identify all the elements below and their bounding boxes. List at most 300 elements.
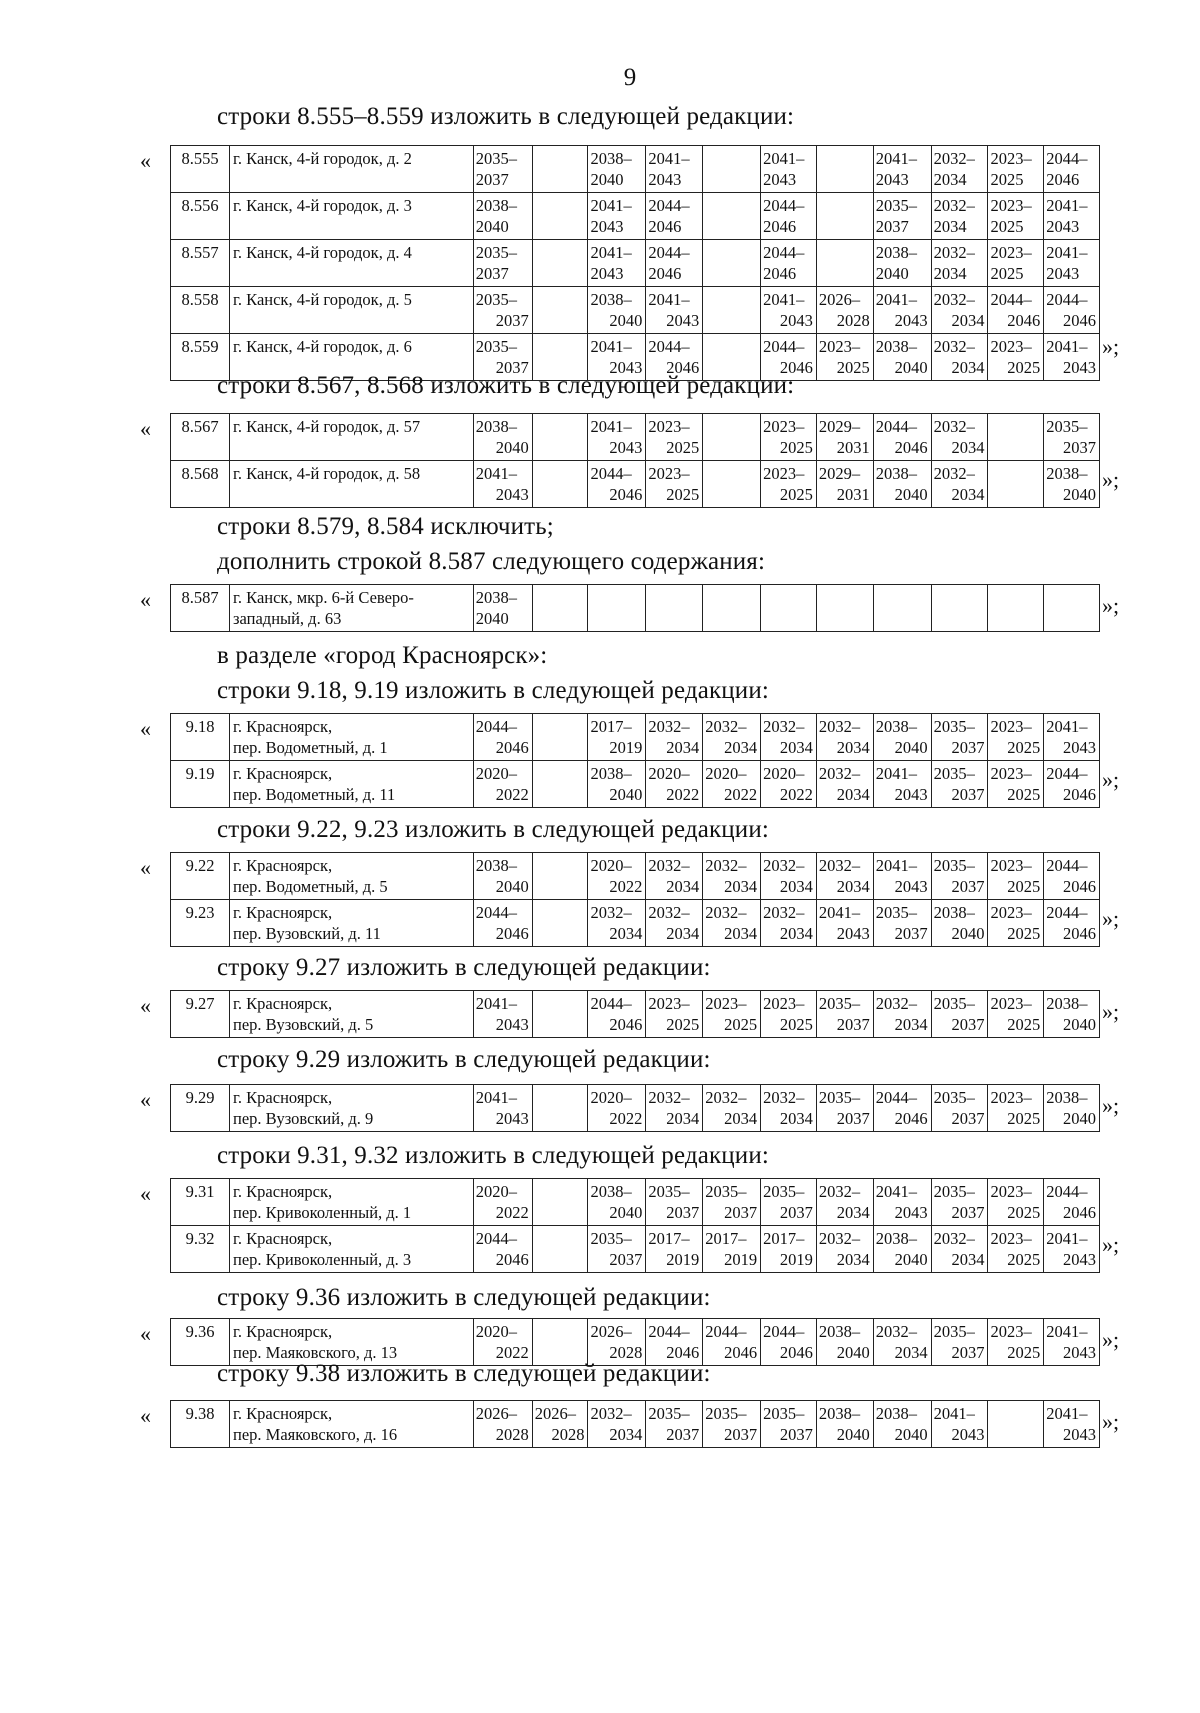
year-end: 2043 (1046, 264, 1080, 283)
year-range-cell (988, 334, 1044, 381)
year-end: 2037 (724, 1203, 758, 1222)
year-end: 2040 (836, 1425, 870, 1444)
year-start: 2035– (933, 1088, 975, 1107)
year-end: 2037 (951, 1203, 985, 1222)
amendment-table (170, 1318, 1100, 1366)
year-range-cell (588, 714, 646, 761)
year-range-cell (816, 287, 873, 334)
year-end: 2037 (951, 1015, 985, 1034)
year-end: 2037 (836, 1109, 870, 1128)
year-end: 2043 (1063, 1425, 1096, 1444)
amendment-table (170, 713, 1100, 808)
close-quote: »; (1102, 999, 1120, 1024)
year-end: 2025 (666, 1015, 700, 1034)
year-start: 2026– (534, 1404, 576, 1423)
year-range-cell (873, 1179, 931, 1226)
year-start: 2035– (648, 1404, 690, 1423)
year-end: 2040 (894, 358, 928, 377)
year-start: 2032– (705, 1088, 747, 1107)
year-end: 2022 (779, 785, 813, 804)
year-start: 2020– (705, 764, 747, 783)
year-start: 2041– (1046, 196, 1088, 215)
year-range-cell (931, 585, 988, 632)
year-end: 2019 (724, 1250, 758, 1269)
year-range-cell (931, 714, 988, 761)
year-range-cell (873, 1319, 931, 1366)
year-range-cell (931, 1226, 988, 1273)
year-end: 2040 (475, 217, 509, 236)
open-quote: « (140, 148, 151, 173)
address-cell (230, 146, 474, 193)
year-end: 2025 (779, 485, 813, 504)
year-start (535, 195, 587, 216)
row-number-text: 8.568 (181, 464, 219, 483)
year-range-cell (873, 414, 931, 461)
year-end: 2043 (1046, 217, 1080, 236)
year-range-cell (532, 146, 588, 193)
year-range-cell (473, 1179, 532, 1226)
address-cell (230, 714, 474, 761)
year-start: 2032– (648, 856, 690, 875)
year-start: 2038– (590, 764, 632, 783)
year-range-cell (873, 714, 931, 761)
year-end: 2043 (894, 311, 928, 330)
year-end: 2034 (951, 358, 985, 377)
year-start: 2038– (475, 417, 517, 436)
year-range-cell (703, 240, 761, 287)
year-end: 2046 (648, 264, 682, 283)
year-range-cell (1044, 991, 1100, 1038)
year-range-cell (588, 1085, 646, 1132)
year-end: 2034 (609, 924, 643, 943)
year-end (990, 437, 1042, 458)
year-start: 2044– (475, 903, 517, 922)
open-quote: « (140, 993, 151, 1018)
year-range-cell (761, 461, 817, 508)
year-range-cell (988, 1226, 1044, 1273)
year-end (535, 1014, 587, 1035)
year-range-cell (532, 193, 588, 240)
year-start (819, 587, 872, 608)
row-number-text: 8.557 (181, 243, 219, 262)
year-start (590, 587, 644, 608)
section-heading: строки 9.22, 9.23 изложить в следующей редакции: (217, 816, 769, 843)
year-range-cell (473, 853, 532, 900)
year-range-cell (1044, 714, 1100, 761)
year-end: 2043 (836, 924, 870, 943)
year-end: 2037 (779, 1203, 813, 1222)
year-range-cell (988, 1179, 1044, 1226)
year-end: 2037 (1063, 438, 1096, 457)
year-range-cell (873, 461, 931, 508)
year-end: 2043 (590, 217, 624, 236)
close-quote: »; (1102, 593, 1120, 618)
section-heading: строки 8.579, 8.584 исключить; (217, 513, 554, 540)
year-range-cell (761, 240, 817, 287)
year-start: 2035– (818, 994, 861, 1013)
year-start: 2035– (475, 149, 517, 168)
year-range-cell (931, 761, 988, 808)
table-row (171, 1226, 1100, 1273)
year-range-cell (473, 714, 532, 761)
year-end: 2043 (894, 1203, 928, 1222)
year-end: 2037 (836, 1015, 870, 1034)
year-range-cell (873, 1401, 931, 1448)
amendment-table (170, 1400, 1100, 1448)
year-range-cell (703, 1226, 761, 1273)
year-range-cell (761, 900, 817, 947)
address-line (233, 484, 471, 505)
year-end: 2034 (666, 1109, 700, 1128)
year-start: 2020– (648, 764, 690, 783)
address-line: г. Канск, 4-й городок, д. 5 (233, 290, 412, 309)
year-range-cell (761, 1319, 817, 1366)
year-range-cell (532, 1226, 588, 1273)
year-range-cell (588, 900, 646, 947)
year-range-cell (988, 461, 1044, 508)
year-end: 2040 (475, 609, 509, 628)
year-range-cell (473, 1401, 532, 1448)
year-start: 2044– (590, 464, 632, 483)
year-start (705, 463, 759, 484)
year-end: 2046 (763, 217, 797, 236)
year-end: 2046 (779, 358, 813, 377)
year-range-cell (473, 991, 532, 1038)
page-number: 9 (623, 64, 637, 91)
year-range-cell (473, 761, 532, 808)
year-start (990, 463, 1042, 484)
year-start: 2017– (648, 1229, 690, 1248)
year-range-cell (931, 193, 988, 240)
year-end: 2046 (763, 264, 797, 283)
year-start: 2038– (818, 1322, 861, 1341)
address-line: г. Канск, 4-й городок, д. 57 (233, 417, 421, 436)
year-end (535, 1249, 587, 1270)
amendment-table (170, 1084, 1100, 1132)
address-cell (230, 585, 474, 632)
year-end: 2025 (1007, 1343, 1041, 1362)
year-end: 2037 (951, 738, 985, 757)
year-range-cell (473, 414, 532, 461)
year-end: 2043 (951, 1425, 985, 1444)
year-end: 2025 (779, 1015, 813, 1034)
year-start: 2029– (818, 464, 861, 483)
year-range-cell (931, 1179, 988, 1226)
year-end: 2040 (836, 1343, 870, 1362)
year-start: 2041– (590, 337, 632, 356)
year-start: 2038– (875, 243, 917, 262)
year-end (819, 216, 872, 237)
year-range-cell (1044, 414, 1100, 461)
year-range-cell (532, 853, 588, 900)
year-range-cell (761, 193, 817, 240)
year-end: 2040 (609, 311, 643, 330)
year-start: 2032– (933, 149, 975, 168)
year-range-cell (646, 991, 703, 1038)
year-start: 2044– (648, 337, 690, 356)
year-start: 2023– (990, 1229, 1032, 1248)
year-start (535, 336, 587, 357)
year-end: 2037 (894, 924, 928, 943)
year-range-cell (646, 761, 703, 808)
section-heading: дополнить строкой 8.587 следующего содержания: (217, 548, 766, 575)
year-end: 2025 (990, 264, 1024, 283)
row-number (171, 193, 230, 240)
address-line (233, 216, 471, 237)
year-end: 2034 (609, 1425, 643, 1444)
year-range-cell (988, 714, 1044, 761)
address-cell (230, 461, 474, 508)
year-range-cell (703, 146, 761, 193)
year-start: 2032– (648, 903, 690, 922)
year-start: 2038– (875, 1229, 917, 1248)
address-line: г. Канск, 4-й городок, д. 4 (233, 243, 412, 262)
year-start: 2035– (933, 994, 975, 1013)
year-end (819, 169, 872, 190)
year-range-cell (931, 461, 988, 508)
row-number-text: 8.567 (181, 417, 219, 436)
year-range-cell (473, 461, 532, 508)
year-range-cell (816, 240, 873, 287)
address-line: пер. Водометный, д. 5 (233, 877, 388, 896)
year-start: 2038– (475, 856, 517, 875)
year-range-cell (532, 461, 588, 508)
address-cell (230, 1226, 474, 1273)
year-start: 2032– (763, 1088, 805, 1107)
row-number (171, 146, 230, 193)
year-end: 2034 (666, 924, 700, 943)
year-end: 2040 (894, 485, 928, 504)
year-end: 2043 (779, 311, 813, 330)
year-start: 2023– (648, 464, 690, 483)
year-start: 2041– (648, 290, 690, 309)
open-quote: « (140, 587, 151, 612)
year-start: 2023– (990, 764, 1032, 783)
table-row (171, 761, 1100, 808)
year-range-cell (703, 761, 761, 808)
year-range-cell (703, 991, 761, 1038)
section-heading: строку 9.27 изложить в следующей редакции: (217, 954, 711, 981)
table-row (171, 853, 1100, 900)
row-number (171, 1226, 230, 1273)
year-start: 2023– (990, 903, 1032, 922)
year-end: 2037 (495, 358, 529, 377)
year-end: 2025 (990, 170, 1024, 189)
year-start: 2035– (763, 1404, 805, 1423)
year-end: 2034 (894, 1343, 928, 1362)
year-range-cell (873, 991, 931, 1038)
close-quote: »; (1102, 1327, 1120, 1352)
year-start: 2044– (875, 417, 917, 436)
open-quote: « (140, 1321, 151, 1346)
year-end: 2022 (609, 1109, 643, 1128)
year-start: 2035– (475, 243, 517, 262)
year-range-cell (761, 1085, 817, 1132)
year-start: 2023– (990, 1088, 1032, 1107)
year-end: 2037 (951, 1109, 985, 1128)
year-range-cell (703, 1319, 761, 1366)
row-number-text: 9.29 (185, 1088, 215, 1107)
year-end (934, 608, 987, 629)
section-heading: строки 8.555–8.559 изложить в следующей редакции: (217, 103, 795, 130)
year-end: 2034 (933, 170, 967, 189)
year-end: 2046 (1007, 311, 1041, 330)
year-range-cell (646, 287, 703, 334)
year-end (535, 310, 587, 331)
year-start: 2035– (875, 196, 917, 215)
year-end (535, 437, 587, 458)
section-heading: строку 9.29 изложить в следующей редакции: (217, 1046, 711, 1073)
year-end: 2025 (1007, 877, 1041, 896)
year-range-cell (473, 240, 532, 287)
year-start: 2032– (875, 1322, 917, 1341)
year-end: 2025 (666, 438, 700, 457)
year-range-cell (703, 714, 761, 761)
year-start: 2023– (763, 417, 805, 436)
year-end: 2028 (551, 1425, 585, 1444)
address-line (233, 263, 471, 284)
year-start (819, 242, 872, 263)
address-line: г. Красноярск, (233, 764, 333, 783)
year-start (535, 148, 587, 169)
year-range-cell (532, 585, 588, 632)
table-row (171, 193, 1100, 240)
year-start: 2041– (818, 903, 861, 922)
year-range-cell (816, 1226, 873, 1273)
year-range-cell (873, 240, 931, 287)
year-range-cell (588, 585, 646, 632)
year-end (535, 484, 587, 505)
address-line: г. Красноярск, (233, 903, 333, 922)
year-end: 2034 (951, 1250, 985, 1269)
year-start (705, 416, 759, 437)
table-row (171, 287, 1100, 334)
year-start: 2023– (648, 417, 690, 436)
year-end: 2019 (666, 1250, 700, 1269)
year-end: 2034 (836, 1250, 870, 1269)
address-cell (230, 414, 474, 461)
year-start: 2041– (875, 856, 917, 875)
row-number-text: 8.587 (181, 588, 219, 607)
year-end: 2043 (1063, 358, 1096, 377)
year-end: 2034 (933, 264, 967, 283)
year-start: 2020– (590, 856, 632, 875)
year-end (990, 608, 1042, 629)
year-end: 2019 (609, 738, 643, 757)
year-end: 2043 (1063, 1343, 1096, 1362)
row-number (171, 714, 230, 761)
year-start: 2038– (875, 464, 917, 483)
year-end: 2034 (779, 1109, 813, 1128)
year-start: 2044– (1046, 149, 1088, 168)
year-range-cell (931, 853, 988, 900)
year-start: 2023– (990, 243, 1032, 262)
year-end: 2037 (875, 217, 909, 236)
year-start: 2035– (818, 1088, 861, 1107)
year-end: 2043 (894, 877, 928, 896)
year-end: 2043 (1063, 1250, 1096, 1269)
year-range-cell (873, 585, 931, 632)
year-start: 2035– (475, 337, 517, 356)
year-end: 2046 (779, 1343, 813, 1362)
year-range-cell (646, 1319, 703, 1366)
year-range-cell (873, 853, 931, 900)
year-start (705, 336, 759, 357)
year-start: 2044– (648, 1322, 690, 1341)
address-cell (230, 991, 474, 1038)
section-heading: строки 9.18, 9.19 изложить в следующей редакции: (217, 677, 769, 704)
year-end (535, 1202, 587, 1223)
address-line: пер. Кривоколенный, д. 1 (233, 1203, 412, 1222)
year-range-cell (988, 193, 1044, 240)
year-range-cell (1044, 853, 1100, 900)
year-start: 2041– (475, 994, 517, 1013)
row-number (171, 585, 230, 632)
year-end: 2037 (666, 1425, 700, 1444)
row-number-text: 9.22 (185, 856, 215, 875)
address-cell (230, 240, 474, 287)
year-end: 2025 (1007, 1250, 1041, 1269)
year-end: 2025 (836, 358, 870, 377)
address-line: пер. Вузовский, д. 9 (233, 1109, 374, 1128)
year-end: 2046 (648, 217, 682, 236)
year-start (1046, 587, 1098, 608)
section-heading: строки 8.567, 8.568 изложить в следующей редакции: (217, 372, 795, 399)
address-cell (230, 1401, 474, 1448)
year-range-cell (1044, 334, 1100, 381)
year-end: 2034 (666, 738, 700, 757)
year-end: 2040 (495, 438, 529, 457)
address-line: г. Красноярск, (233, 994, 333, 1013)
year-range-cell (816, 900, 873, 947)
year-end (763, 608, 815, 629)
year-start (648, 587, 701, 608)
year-range-cell (761, 414, 817, 461)
year-range-cell (761, 761, 817, 808)
year-end: 2046 (1063, 311, 1096, 330)
year-start: 2032– (590, 903, 632, 922)
year-range-cell (873, 193, 931, 240)
year-end: 2037 (951, 877, 985, 896)
year-start: 2041– (763, 149, 805, 168)
row-number (171, 1319, 230, 1366)
year-range-cell (473, 1226, 532, 1273)
year-end: 2034 (836, 1203, 870, 1222)
year-end: 2043 (590, 264, 624, 283)
year-start: 2041– (1046, 1404, 1088, 1423)
year-range-cell (703, 414, 761, 461)
year-start: 2032– (818, 1229, 861, 1248)
year-end (590, 608, 644, 629)
year-start (535, 289, 587, 310)
year-start (535, 763, 587, 784)
year-end: 2040 (875, 264, 909, 283)
year-start (705, 289, 759, 310)
year-range-cell (532, 414, 588, 461)
year-end: 2040 (1063, 485, 1096, 504)
year-start: 2044– (1046, 290, 1088, 309)
year-end: 2025 (1007, 358, 1041, 377)
year-start: 2044– (705, 1322, 747, 1341)
year-range-cell (1044, 761, 1100, 808)
year-end: 2034 (779, 877, 813, 896)
year-range-cell (873, 334, 931, 381)
year-range-cell (1044, 146, 1100, 193)
year-range-cell (816, 585, 873, 632)
year-end: 2046 (1063, 785, 1096, 804)
amendment-table (170, 852, 1100, 947)
year-start: 2032– (705, 856, 747, 875)
